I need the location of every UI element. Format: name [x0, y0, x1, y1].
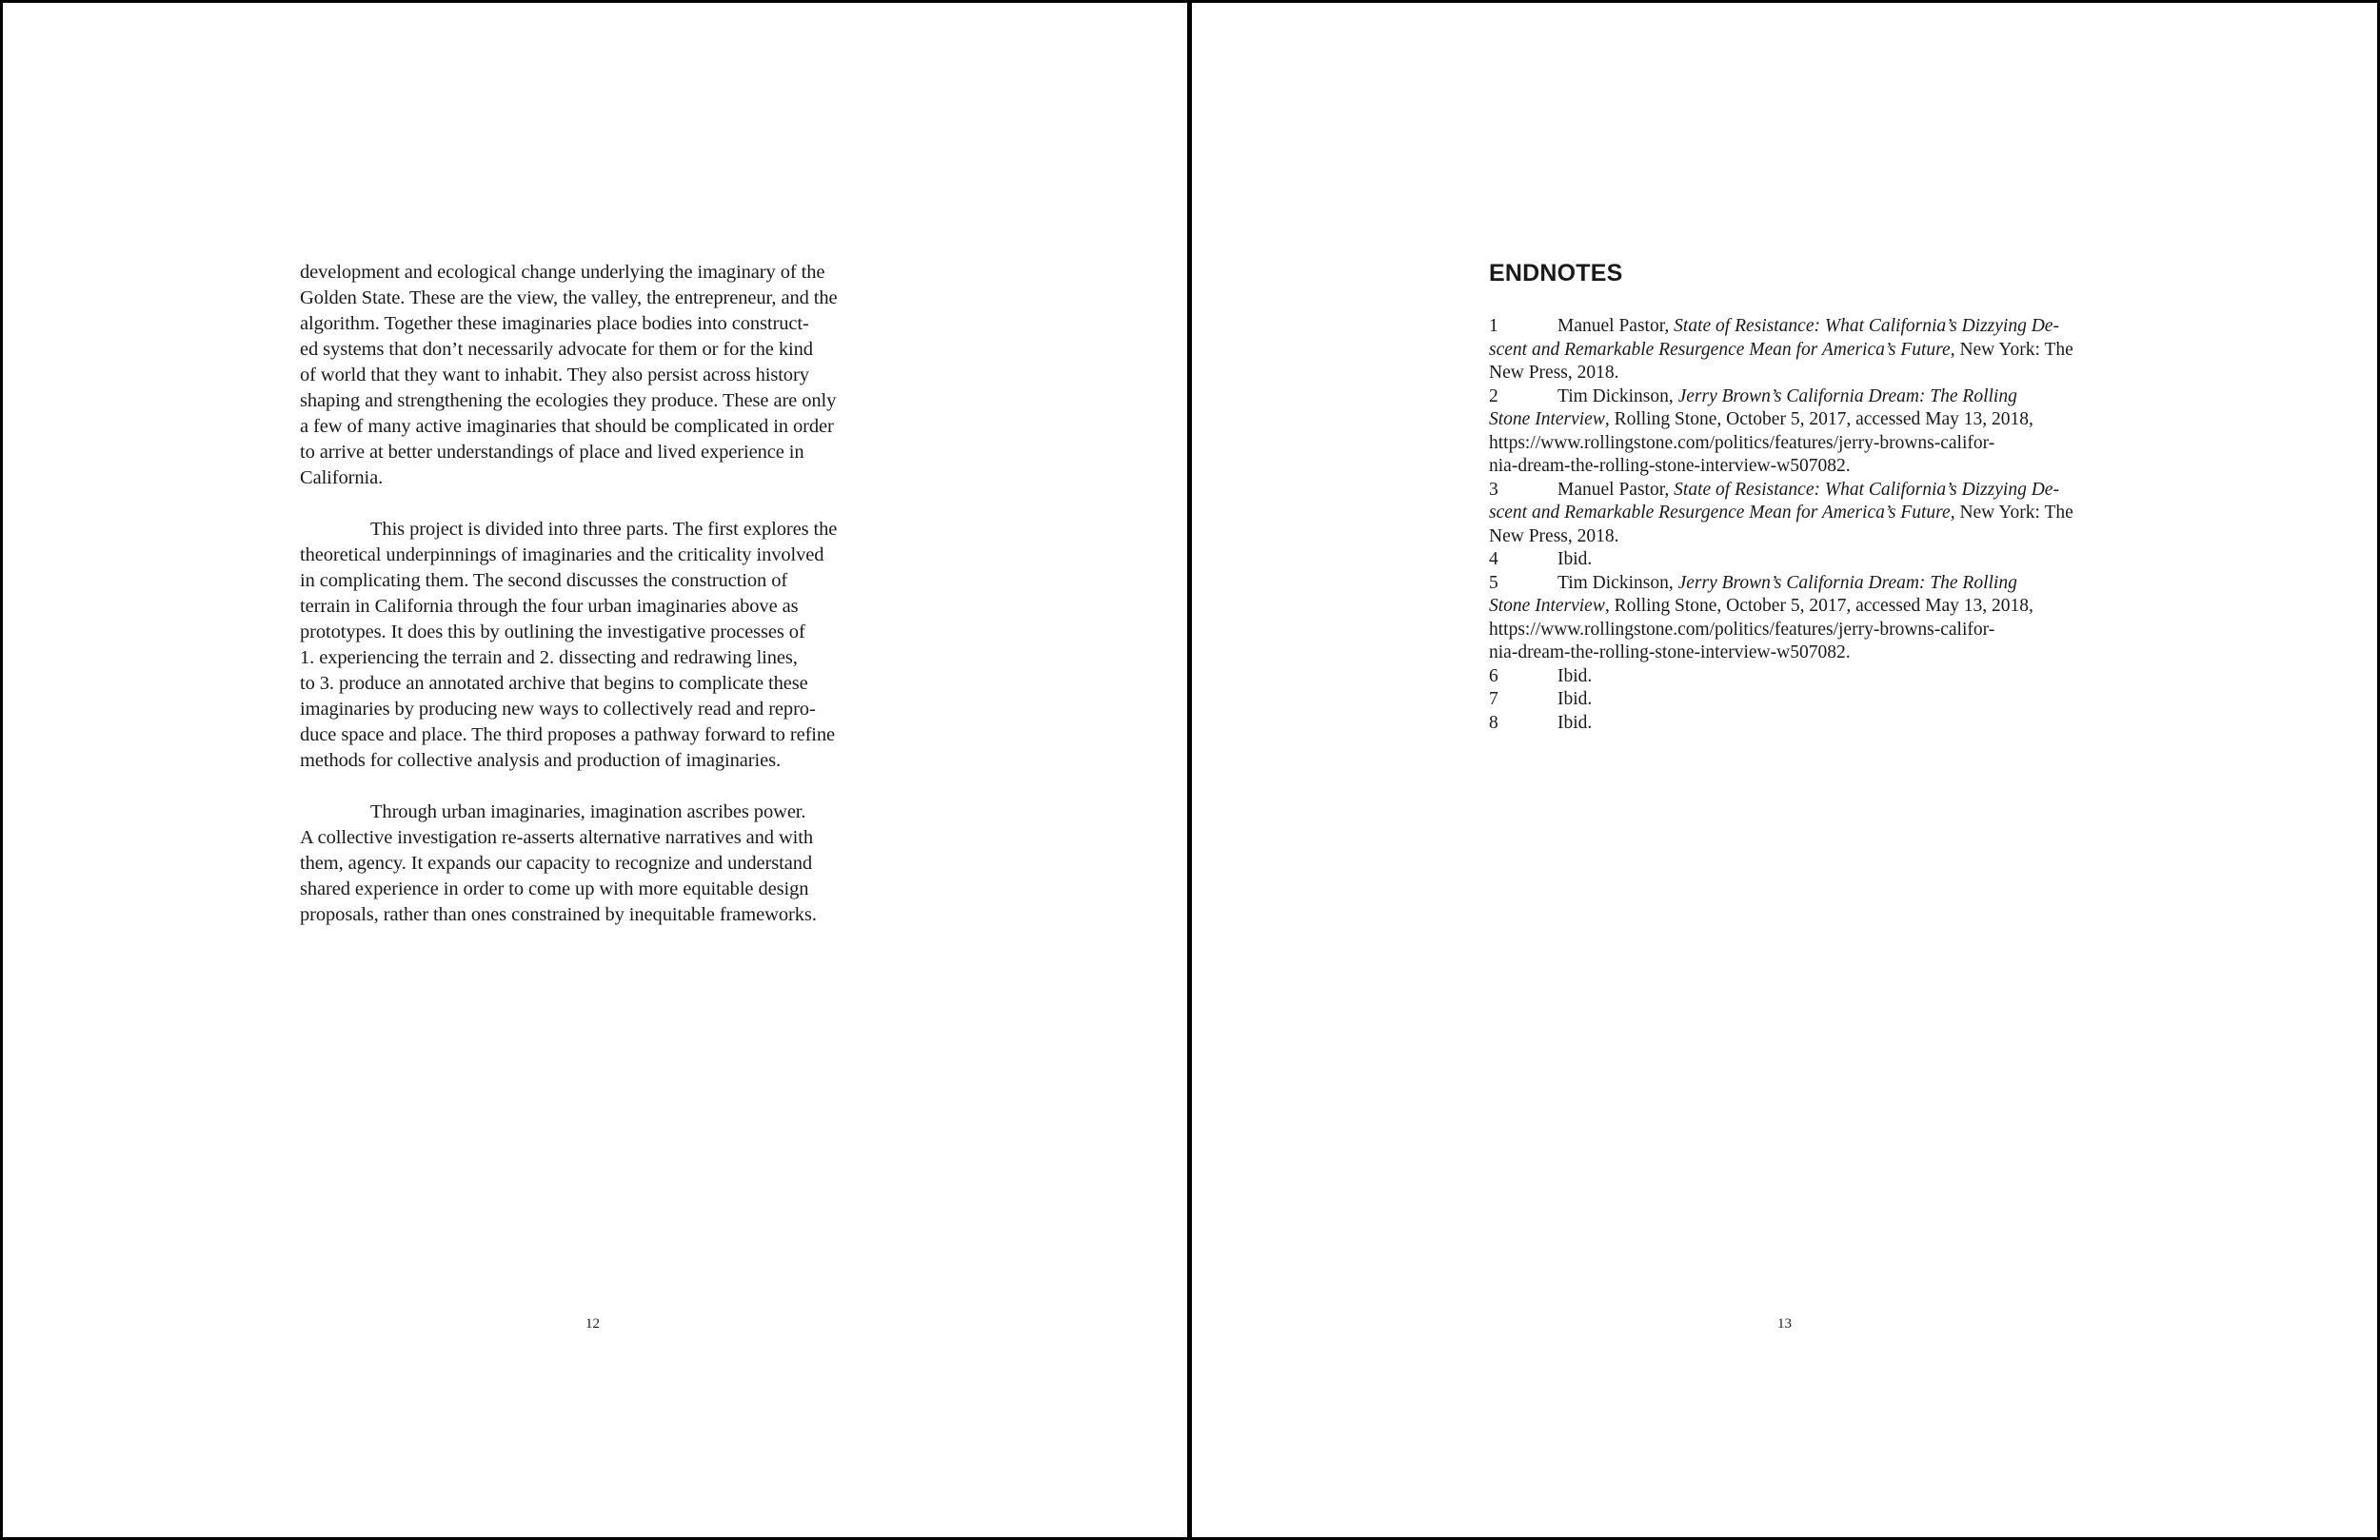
endnote-line	[1489, 362, 2098, 385]
endnote-line	[1489, 548, 2098, 572]
endnote-line	[1489, 712, 2098, 736]
paragraph-3	[300, 800, 909, 928]
endnote-text: , Rolling Stone, October 5, 2017, accessed May 13, 2018,	[1604, 596, 2033, 616]
endnote-2	[1489, 385, 2098, 479]
endnote-text: Ibid.	[1557, 689, 1593, 709]
endnote-number: 2	[1489, 385, 1498, 406]
endnote-title: State of Resistance: What California’s Dizzying De-	[1674, 479, 2059, 500]
endnote-text: Tim Dickinson,	[1557, 572, 1678, 593]
endnote-4	[1489, 548, 2098, 572]
endnote-title: State of Resistance: What California’s Dizzying De-	[1674, 316, 2059, 336]
endnote-line	[1489, 595, 2098, 619]
text-line: Golden State. These are the view, the valley, the entrepreneur, and the	[300, 287, 838, 308]
endnote-line	[1489, 525, 2098, 549]
endnote-text: New Press, 2018.	[1489, 363, 1619, 383]
endnote-1	[1489, 315, 2098, 385]
endnote-line	[1489, 619, 2098, 642]
endnote-number: 5	[1489, 572, 1498, 593]
text-line: 1. experiencing the terrain and 2. dissecting and redrawing lines,	[300, 647, 798, 668]
endnote-text: https://www.rollingstone.com/politics/features/jerry-browns-califor-	[1489, 432, 1995, 453]
endnote-line	[1489, 502, 2098, 525]
endnote-title: scent and Remarkable Resurgence Mean for America’s Future	[1489, 339, 1951, 360]
endnote-text: Manuel Pastor,	[1557, 479, 1675, 500]
text-line: proposals, rather than ones constrained by inequitable frameworks.	[300, 904, 817, 925]
endnote-text: Tim Dickinson,	[1557, 385, 1678, 406]
endnote-number: 3	[1489, 479, 1498, 500]
endnote-title: Stone Interview	[1489, 596, 1605, 616]
endnote-3	[1489, 479, 2098, 549]
endnote-title: Jerry Brown’s California Dream: The Rolling	[1677, 385, 2017, 406]
endnote-text: , Rolling Stone, October 5, 2017, accessed May 13, 2018,	[1604, 409, 2033, 429]
endnote-text: Ibid.	[1557, 665, 1593, 686]
endnote-number: 4	[1489, 549, 1498, 569]
text-line: in complicating them. The second discusses the construction of	[300, 570, 788, 591]
text-line: This project is divided into three parts. The first explores the	[370, 519, 838, 540]
endnote-number: 1	[1489, 316, 1498, 336]
endnote-line	[1489, 408, 2098, 432]
text-line: algorithm. Together these imaginaries place bodies into construct-	[300, 313, 809, 334]
endnote-5	[1489, 572, 2098, 665]
paragraph-2	[300, 517, 909, 774]
text-line: duce space and place. The third proposes a pathway forward to refine	[300, 724, 836, 745]
endnote-text: nia-dream-the-rolling-stone-interview-w507082.	[1489, 456, 1851, 476]
endnote-text: New Press, 2018.	[1489, 525, 1619, 546]
body-text	[300, 260, 909, 928]
text-line: of world that they want to inhabit. They also persist across history	[300, 365, 809, 385]
endnote-7	[1489, 688, 2098, 712]
paragraph-1	[300, 260, 909, 491]
endnote-line	[1489, 385, 2098, 409]
text-line: them, agency. It expands our capacity to recognize and understand	[300, 853, 813, 874]
endnote-line	[1489, 688, 2098, 712]
endnote-text: Ibid.	[1557, 549, 1593, 569]
page-number-text: 12	[585, 1316, 600, 1332]
text-line: California.	[300, 467, 384, 488]
endnote-text: Ibid.	[1557, 712, 1593, 733]
text-line: imaginaries by producing new ways to collectively read and repro-	[300, 699, 816, 720]
endnote-line	[1489, 455, 2098, 479]
text-line: development and ecological change underlying the imaginary of the	[300, 262, 825, 283]
endnote-title: scent and Remarkable Resurgence Mean for America’s Future	[1489, 503, 1951, 523]
text-line: a few of many active imaginaries that should be complicated in order	[300, 416, 834, 437]
paragraph-gap	[300, 491, 909, 517]
text-line: A collective investigation re-asserts alternative narratives and with	[300, 827, 814, 848]
text-line: theoretical underpinnings of imaginaries and the criticality involved	[300, 544, 824, 565]
endnote-title: Stone Interview	[1489, 409, 1605, 429]
text-line: shared experience in order to come up with more equitable design	[300, 879, 809, 899]
endnote-line	[1489, 432, 2098, 456]
endnote-line	[1489, 665, 2098, 689]
page-number-text: 13	[1777, 1316, 1792, 1332]
endnote-text: Manuel Pastor,	[1557, 316, 1675, 336]
text-line: methods for collective analysis and production of imaginaries.	[300, 750, 782, 771]
endnote-8	[1489, 712, 2098, 736]
text-line: to 3. produce an annotated archive that begins to complicate these	[300, 673, 808, 694]
text-line: terrain in California through the four urban imaginaries above as	[300, 596, 799, 617]
text-line: Through urban imaginaries, imagination ascribes power.	[370, 801, 806, 822]
endnotes-list	[1489, 315, 2098, 735]
text-line: prototypes. It does this by outlining the investigative processes of	[300, 622, 805, 642]
endnote-number: 6	[1489, 665, 1498, 686]
endnote-number: 7	[1489, 689, 1498, 709]
endnote-text: , New York: The	[1950, 339, 2073, 360]
right-page	[1190, 0, 2380, 1540]
endnote-text: nia-dream-the-rolling-stone-interview-w507082.	[1489, 642, 1851, 662]
endnote-6	[1489, 665, 2098, 689]
endnote-line	[1489, 479, 2098, 503]
text-line: ed systems that don’t necessarily advocate for them or for the kind	[300, 339, 813, 360]
endnotes-heading: ENDNOTES	[1489, 260, 1623, 286]
text-line: shaping and strengthening the ecologies they produce. These are only	[300, 390, 837, 411]
endnote-title: Jerry Brown’s California Dream: The Rolling	[1677, 572, 2017, 593]
endnote-text: , New York: The	[1950, 503, 2073, 523]
endnote-text: https://www.rollingstone.com/politics/features/jerry-browns-califor-	[1489, 619, 1995, 640]
text-line: to arrive at better understandings of place and lived experience in	[300, 442, 804, 463]
endnote-line	[1489, 572, 2098, 596]
endnote-line	[1489, 315, 2098, 339]
endnote-line	[1489, 642, 2098, 665]
endnote-number: 8	[1489, 712, 1498, 733]
paragraph-gap	[300, 774, 909, 800]
endnote-line	[1489, 339, 2098, 363]
